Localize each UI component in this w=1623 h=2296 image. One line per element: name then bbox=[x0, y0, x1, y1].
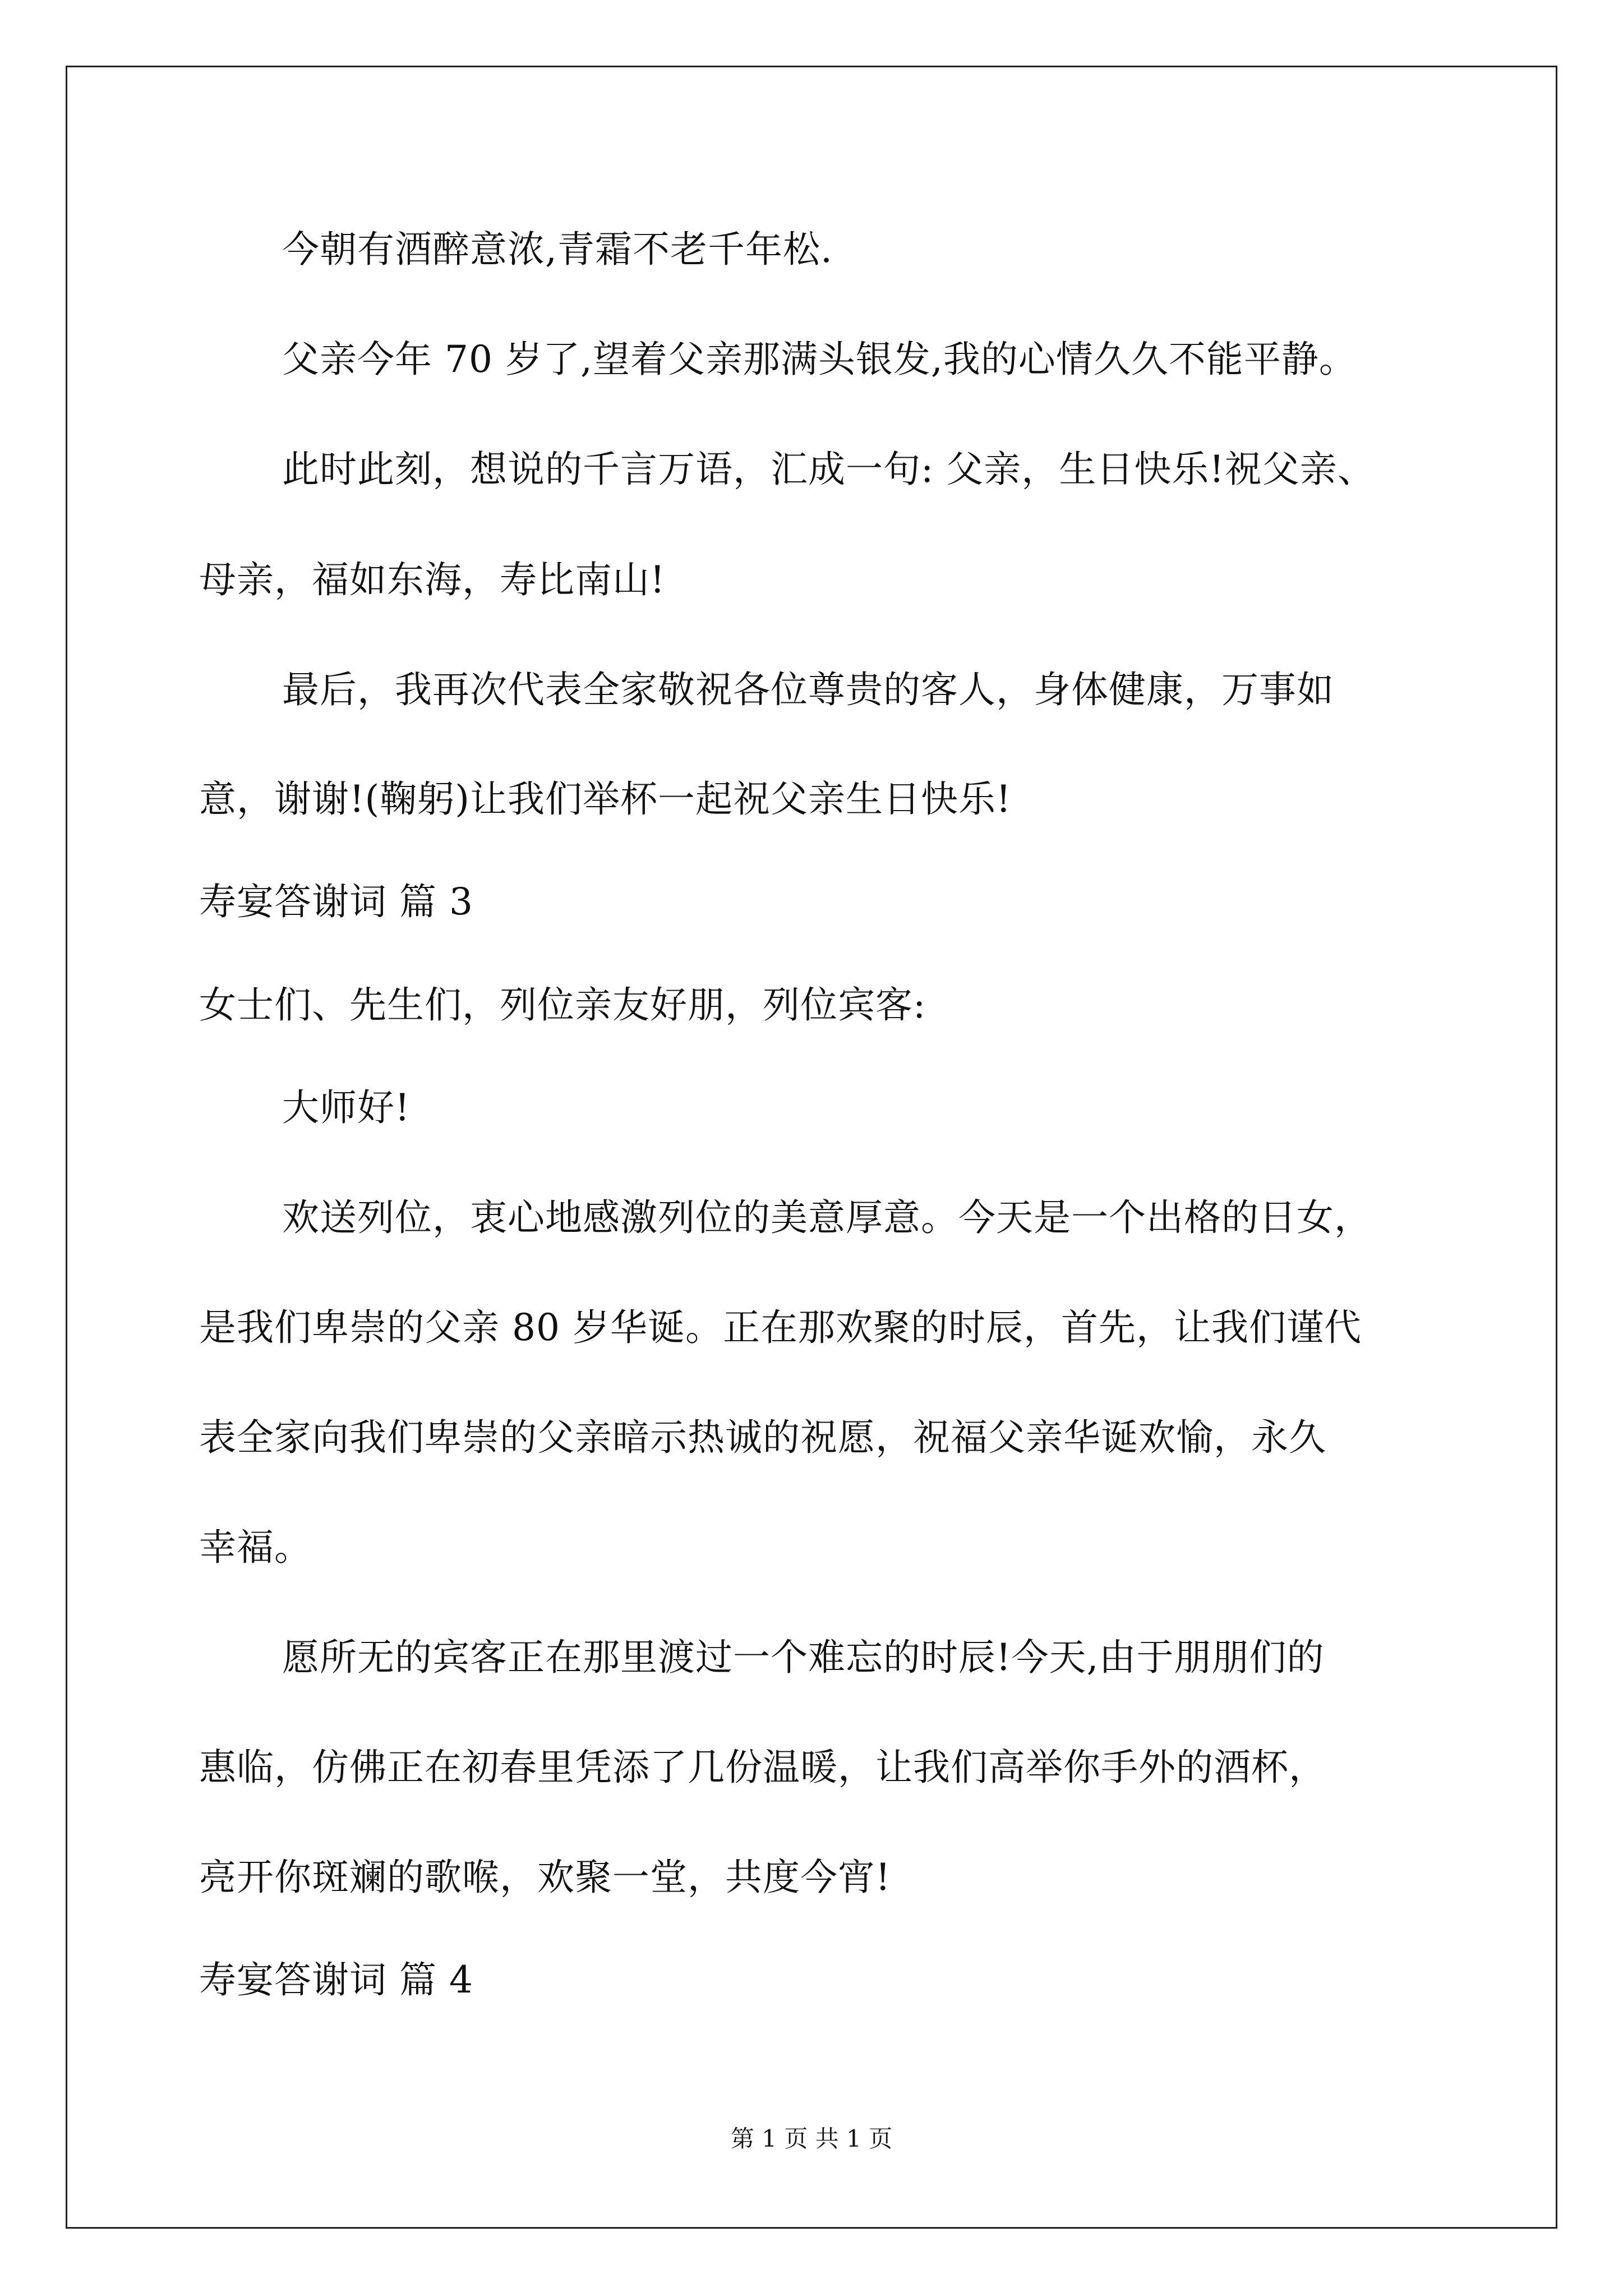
salutation-line: 女士们、先生们，列位亲友好朋，列位宾客: bbox=[199, 983, 926, 1027]
paragraph-line: 父亲今年 70 岁了,望着父亲那满头银发,我的心情久久不能平静。 bbox=[282, 338, 1357, 381]
section-heading: 寿宴答谢词 篇 3 bbox=[199, 880, 473, 923]
paragraph-line: 最后，我再次代表全家敬祝各位尊贵的客人，身体健康，万事如 bbox=[282, 668, 1334, 711]
greeting-line: 大师好! bbox=[282, 1086, 411, 1129]
paragraph-line: 表全家向我们卑崇的父亲暗示热诚的祝愿，祝福父亲华诞欢愉，永久 bbox=[199, 1416, 1326, 1459]
paragraph-line: 欢送列位，衷心地感激列位的美意厚意。今天是一个出格的日女， bbox=[282, 1196, 1372, 1239]
paragraph-line: 愿所无的宾客正在那里渡过一个难忘的时辰!今天,由于朋朋们的 bbox=[282, 1636, 1325, 1679]
page-footer: 第 1 页 共 1 页 bbox=[730, 2125, 893, 2152]
paragraph-line: 惠临，仿佛正在初春里凭添了几份温暖，让我们高举你手外的酒杯， bbox=[199, 1746, 1326, 1789]
paragraph-line: 母亲，福如东海，寿比南山! bbox=[199, 558, 666, 601]
page-border bbox=[66, 66, 1557, 2229]
paragraph-line: 是我们卑崇的父亲 80 岁华诞。正在那欢聚的时辰，首先，让我们谨代 bbox=[199, 1306, 1362, 1349]
section-heading: 寿宴答谢词 篇 4 bbox=[199, 1958, 473, 2001]
paragraph-line: 亮开你斑斓的歌喉，欢聚一堂，共度今宵! bbox=[199, 1856, 891, 1899]
paragraph-line: 今朝有酒醉意浓,青霜不老千年松. bbox=[282, 228, 833, 271]
paragraph-line: 幸福。 bbox=[199, 1526, 312, 1569]
paragraph-line: 此时此刻，想说的千言万语，汇成一句: 父亲，生日快乐!祝父亲、 bbox=[282, 448, 1375, 491]
paragraph-line: 意，谢谢!(鞠躬)让我们举杯一起祝父亲生日快乐! bbox=[199, 777, 1012, 821]
